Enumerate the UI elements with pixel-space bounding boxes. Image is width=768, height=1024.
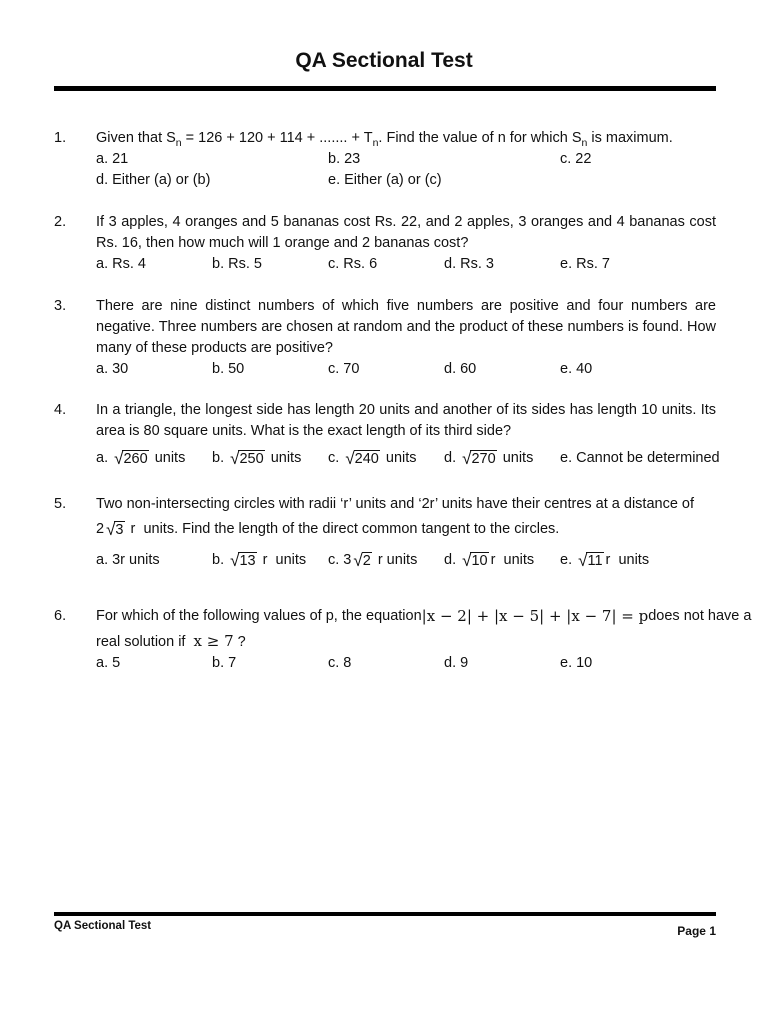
option-c: c. 70	[328, 361, 360, 377]
option-a: a. 3r units	[96, 552, 160, 568]
option-b: b. Rs. 5	[212, 256, 262, 272]
question-5	[54, 494, 716, 576]
option-e: e. 40	[560, 361, 593, 377]
option-a: a. Rs. 4	[96, 256, 146, 272]
option-e: e. Either (a) or (c)	[328, 172, 442, 188]
option-d: d. √ 270 units	[444, 449, 534, 468]
question-text-cont: real solution if x ≥ 7 ?	[96, 632, 246, 650]
question-text: In a triangle, the longest side has length 20 units and another of its sides has length 10 units. Its area is 80 square units. What is the exact length of its third side?	[96, 402, 716, 439]
square-root-icon: √ 13	[230, 551, 256, 570]
option-b: b. √ 13 r units	[212, 551, 307, 570]
square-root-icon: √ 2	[353, 551, 371, 570]
question-6	[54, 606, 752, 674]
condition: x ≥ 7	[193, 632, 234, 650]
header-rule	[54, 86, 716, 91]
option-c: c. 8	[328, 655, 352, 671]
option-c: c. 3 √ 2 r units	[328, 551, 418, 570]
option-d: d. √ 10 r units	[444, 551, 535, 570]
option-d: d. 60	[444, 361, 477, 377]
question-number: 4.	[54, 402, 67, 418]
square-root-icon: √ 3	[106, 520, 124, 539]
question-text: For which of the following values of p, the equation |x − 2| + |x − 5| + |x − 7| = p does not have a	[96, 607, 752, 625]
question-3	[54, 296, 716, 380]
option-b: b. √ 250 units	[212, 449, 302, 468]
option-a: a. 21	[96, 151, 129, 167]
square-root-icon: √ 270	[462, 449, 496, 468]
question-2	[54, 212, 716, 275]
option-e: e. √ 11 r units	[560, 551, 650, 570]
option-a: a. 5	[96, 655, 121, 671]
question-number: 3.	[54, 298, 67, 314]
option-d: d. Rs. 3	[444, 256, 494, 272]
option-a: a. 30	[96, 361, 129, 377]
option-d: d. Either (a) or (b)	[96, 172, 211, 188]
option-e: e. Cannot be determined	[560, 450, 720, 466]
option-c: c. √ 240 units	[328, 449, 417, 468]
square-root-icon: √ 10	[462, 551, 488, 570]
option-b: b. 23	[328, 151, 361, 167]
option-c: c. 22	[560, 151, 592, 167]
question-text: There are nine distinct numbers of which five numbers are positive and four numbers are negative. Three numbers are chosen at random and the product of these numbers is found. How many of these products are positive?	[96, 298, 716, 356]
square-root-icon: √ 11	[578, 551, 603, 570]
question-text-cont: 2 √ 3 r units. Find the length of the direct common tangent to the circles.	[96, 520, 560, 539]
option-b: b. 50	[212, 361, 245, 377]
footer-title: QA Sectional Test	[54, 920, 152, 932]
option-b: b. 7	[212, 655, 237, 671]
question-text: Two non-intersecting circles with radii ‘r’ units and ‘2r’ units have their centres at a distance of	[96, 496, 695, 512]
option-e: e. 10	[560, 655, 593, 671]
option-e: e. Rs. 7	[560, 256, 610, 272]
question-number: 2.	[54, 214, 67, 230]
page-number: Page 1	[677, 924, 716, 938]
footer-rule	[54, 912, 716, 916]
square-root-icon: √ 240	[345, 449, 379, 468]
question-1	[54, 128, 716, 191]
square-root-icon: √ 260	[114, 449, 148, 468]
question-number: 6.	[54, 608, 67, 624]
question-text: If 3 apples, 4 oranges and 5 bananas cost Rs. 22, and 2 apples, 3 oranges and 4 bananas cost Rs. 16, then how much will 1 orange and 2 bananas cost?	[96, 214, 716, 251]
option-a: a. √ 260 units	[96, 449, 186, 468]
question-4	[54, 400, 720, 474]
question-number: 5.	[54, 496, 67, 512]
option-c: c. Rs. 6	[328, 256, 378, 272]
equation: |x − 2| + |x − 5| + |x − 7| = p	[421, 607, 649, 625]
square-root-icon: √ 250	[230, 449, 264, 468]
question-number: 1.	[54, 130, 67, 146]
question-text: Given that $S_n = 126 + 120 + 114$ + ....... + $T_n$. Find the value of n for which $S_n$ is maximum.	[96, 130, 673, 149]
option-d: d. 9	[444, 655, 469, 671]
page-title: QA Sectional Test	[295, 49, 473, 72]
